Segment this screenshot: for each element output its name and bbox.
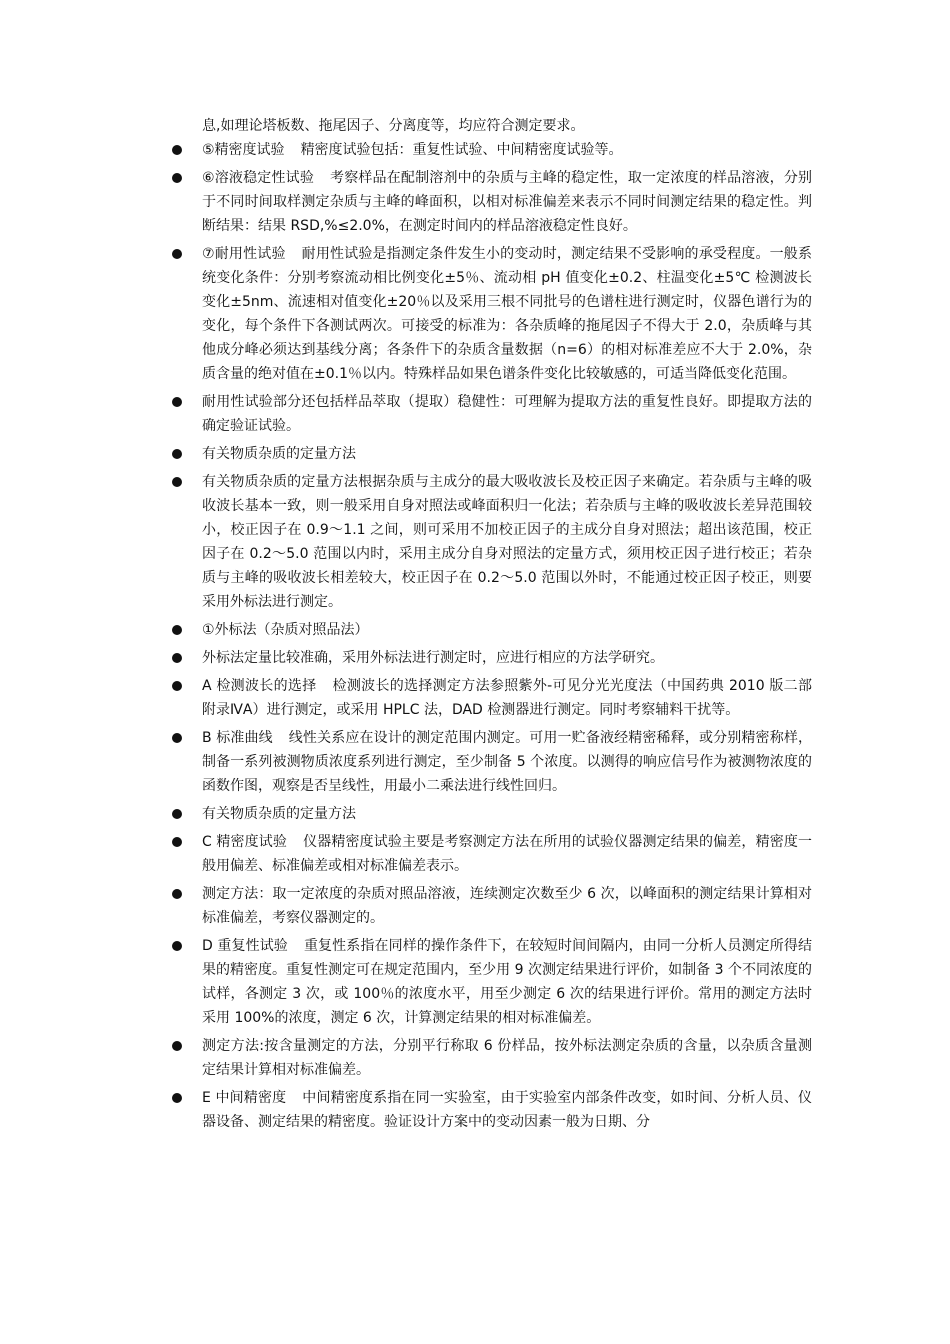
bullet-icon — [172, 733, 182, 743]
item-text: 有关物质杂质的定量方法根据杂质与主成分的最大吸收波长及校正因子来确定。若杂质与主峰的吸收波长基本一致，则一般采用自身对照法或峰面积归一化法；若杂质与主峰的吸收波长差异范围较小，校正因子在 0.9～1.1 之间，则可采用不加校正因子的主成分自身对照法；超出该范围，校正因子在 0.2～5.0 范围以内时，采用主成分自身对照法的定量方式，须用校正因子进行校正；若杂质与主峰的吸收波长相差较大，校正因子在 0.2～5.0 范围以外时，不能通过校正因子校正，则要采用外标法进行测定。 — [202, 474, 812, 610]
item-label: ⑦耐用性试验 — [202, 246, 286, 262]
item-label: B 标准曲线 — [202, 730, 273, 746]
item-text: 线性关系应在设计的测定范围内测定。可用一贮备液经精密稀释，或分别精密称样，制备一系列被测物质浓度系列进行测定，至少制备 5 个浓度。以测得的响应信号作为被测物浓度的函数作图，观察是否呈线性，用最小二乘法进行线性回归。 — [202, 730, 812, 794]
item-label: A 检测波长的选择 — [202, 678, 317, 694]
document-content — [0, 114, 950, 1138]
item-text: 测定方法:按含量测定的方法，分别平行称取 6 份样品，按外标法测定杂质的含量，以杂质含量测定结果计算相对标准偏差。 — [202, 1038, 812, 1078]
bullet-icon — [172, 809, 182, 819]
item-label: D 重复性试验 — [202, 938, 288, 954]
bullet-item — [202, 882, 812, 930]
bullet-icon — [172, 837, 182, 847]
bullet-icon — [172, 173, 182, 183]
bullet-item — [202, 470, 812, 614]
bullet-item — [202, 726, 812, 798]
item-text: 外标法定量比较准确，采用外标法进行测定时，应进行相应的方法学研究。 — [202, 650, 664, 666]
item-text: ①外标法（杂质对照品法） — [202, 622, 369, 638]
item-text: 精密度试验包括：重复性试验、中间精密度试验等。 — [300, 142, 623, 158]
bullet-icon — [172, 653, 182, 663]
bullet-icon — [172, 941, 182, 951]
bullet-icon — [172, 1093, 182, 1103]
item-text: 考察样品在配制溶剂中的杂质与主峰的稳定性，取一定浓度的样品溶液，分别于不同时间取样测定杂质与主峰的峰面积，以相对标准偏差来表示不同时间测定结果的稳定性。判断结果：结果 RSD,%≤2.0%，在测定时间内的样品溶液稳定性良好。 — [202, 170, 812, 234]
item-text: 仪器精密度试验主要是考察测定方法在所用的试验仪器测定结果的偏差，精密度一般用偏差、标准偏差或相对标准偏差表示。 — [202, 834, 812, 874]
bullet-item — [202, 646, 812, 670]
item-text: 有关物质杂质的定量方法 — [202, 806, 356, 822]
item-text: 重复性系指在同样的操作条件下，在较短时间间隔内，由同一分析人员测定所得结果的精密度。重复性测定可在规定范围内，至少用 9 次测定结果进行评价，如制备 3 个不同浓度的试样，各测定 3 次，或 100％的浓度水平，用至少测定 6 次的结果进行评价。常用的测定方法时采用 100%的浓度，测定 6 次，计算测定结果的相对标准偏差。 — [202, 938, 813, 1026]
bullet-item — [202, 242, 812, 386]
item-text: 耐用性试验部分还包括样品萃取（提取）稳健性：可理解为提取方法的重复性良好。即提取方法的确定验证试验。 — [202, 394, 812, 434]
item-text: 中间精密度系指在同一实验室，由于实验室内部条件改变，如时间、分析人员、仪器设备、测定结果的精密度。验证设计方案中的变动因素一般为日期、分 — [202, 1090, 813, 1130]
item-text: 有关物质杂质的定量方法 — [202, 446, 356, 462]
bullet-icon — [172, 477, 182, 487]
item-label: ⑥溶液稳定性试验 — [202, 170, 315, 186]
item-label: ⑤精密度试验 — [202, 142, 285, 158]
bullet-icon — [172, 449, 182, 459]
bullet-icon — [172, 1041, 182, 1051]
bullet-item — [202, 1034, 812, 1082]
bullet-icon — [172, 249, 182, 259]
bullet-item — [202, 802, 812, 826]
lead-paragraph: 息,如理论塔板数、拖尾因子、分离度等，均应符合测定要求。 — [202, 118, 585, 134]
bullet-item — [202, 618, 812, 642]
bullet-item — [202, 830, 812, 878]
item-label: E 中间精密度 — [202, 1090, 287, 1106]
bullet-item — [202, 674, 812, 722]
item-text: 测定方法：取一定浓度的杂质对照品溶液，连续测定次数至少 6 次，以峰面积的测定结果计算相对标准偏差，考察仪器测定的。 — [202, 886, 812, 926]
bullet-icon — [172, 397, 182, 407]
bullet-item — [202, 934, 812, 1030]
bullet-icon — [172, 681, 182, 691]
bullet-item — [202, 442, 812, 466]
item-label: C 精密度试验 — [202, 834, 288, 850]
bullet-item — [202, 390, 812, 438]
bullet-item — [202, 1086, 812, 1134]
bullet-item — [202, 166, 812, 238]
bullet-icon — [172, 145, 182, 155]
bullet-icon — [172, 625, 182, 635]
bullet-icon — [172, 889, 182, 899]
item-text: 检测波长的选择测定方法参照紫外-可见分光光度法（中国药典 2010 版二部附录ⅣA）进行测定，或采用 HPLC 法，DAD 检测器进行测定。同时考察辅料干扰等。 — [202, 678, 812, 718]
bullet-item — [202, 138, 812, 162]
item-text: 耐用性试验是指测定条件发生小的变动时，测定结果不受影响的承受程度。一般系统变化条件：分别考察流动相比例变化±5％、流动相 pH 值变化±0.2、柱温变化±5℃ 检测波长变化±5nm、流速相对值变化±20％以及采用三根不同批号的色谱柱进行测定时，仪器色谱行为的变化，每个条件下各测试两次。可接受的标准为：各杂质峰的拖尾因子不得大于 2.0，杂质峰与其他成分峰必须达到基线分离；各条件下的杂质含量数据（n=6）的相对标准差应不大于 2.0%，杂质含量的绝对值在±0.1％以内。特殊样品如果色谱条件变化比较敏感的，可适当降低变化范围。 — [202, 246, 812, 382]
